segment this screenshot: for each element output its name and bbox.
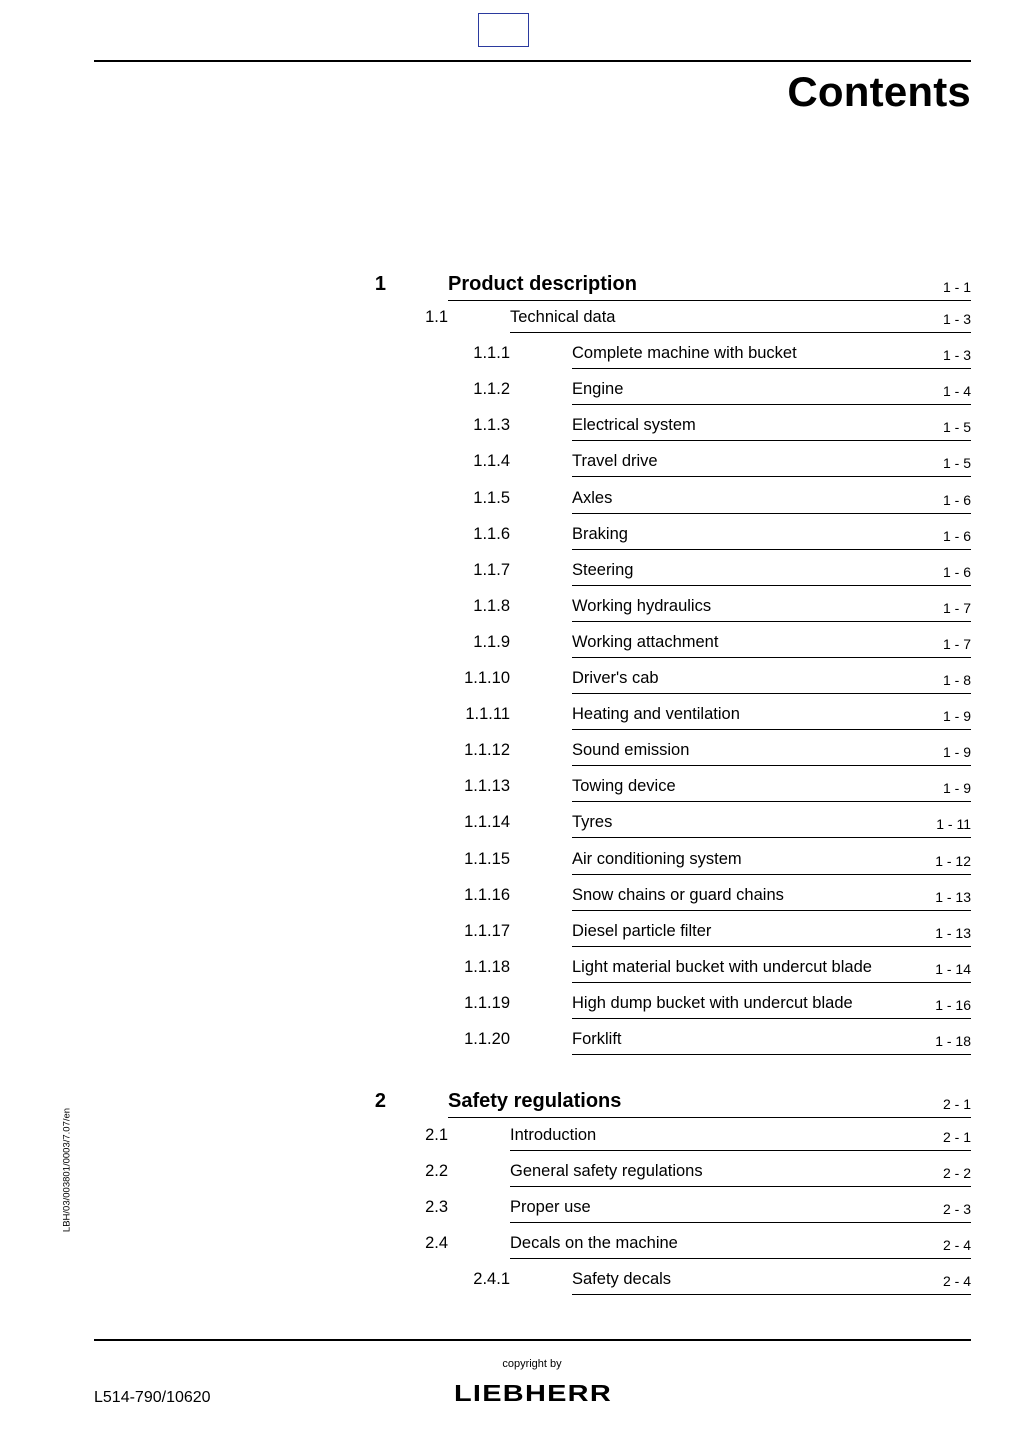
toc-title: Working attachment	[572, 632, 719, 651]
toc-entry[interactable]	[0, 989, 1024, 1019]
toc-page-number: 1 - 4	[942, 383, 971, 400]
document-code: L514-790/10620	[94, 1389, 211, 1406]
toc-entry-line	[572, 556, 971, 586]
toc-entry-line	[510, 1229, 971, 1259]
toc-entry-line	[572, 1025, 971, 1055]
toc-entry[interactable]	[0, 664, 1024, 694]
toc-page-number: 2 - 4	[942, 1237, 971, 1254]
toc-number: 1.1.4	[473, 452, 510, 471]
toc-entry[interactable]	[0, 556, 1024, 586]
toc-entry-line	[510, 303, 971, 333]
toc-entry-line	[510, 1121, 971, 1151]
toc-page-number: 1 - 5	[942, 419, 971, 436]
toc-entry-line	[572, 700, 971, 730]
toc-page-number: 1 - 6	[942, 491, 971, 508]
toc-entry[interactable]	[0, 592, 1024, 622]
page-marker-box	[478, 13, 529, 47]
document-reference: LBH/03/003801/0003/7.07/en	[61, 1107, 73, 1233]
toc-title: Tyres	[572, 813, 613, 832]
toc-entry-line	[572, 772, 971, 802]
toc-entry-line	[448, 267, 971, 301]
toc-title: Working hydraulics	[572, 596, 712, 615]
toc-number: 1.1.8	[473, 596, 510, 615]
toc-title: Driver's cab	[572, 669, 659, 687]
toc-entry-line	[572, 845, 971, 875]
toc-entry-line	[572, 375, 971, 405]
toc-title: Forklift	[572, 1030, 622, 1048]
toc-entry[interactable]	[0, 484, 1024, 514]
toc-entry-line	[448, 1084, 971, 1118]
toc-page-number: 1 - 16	[935, 996, 971, 1013]
toc-entry[interactable]	[0, 447, 1024, 477]
toc-entry-line	[572, 447, 971, 477]
toc-page-number: 2 - 1	[942, 1096, 971, 1112]
toc-entry-line	[572, 917, 971, 947]
toc-title: High dump bucket with undercut blade	[572, 993, 853, 1012]
toc-chapter[interactable]	[0, 1084, 1024, 1118]
toc-page-number: 1 - 9	[942, 708, 971, 725]
toc-number: 1.1.20	[464, 1030, 510, 1048]
toc-entry[interactable]	[0, 953, 1024, 983]
toc-entry[interactable]	[0, 411, 1024, 441]
toc-entry[interactable]	[0, 881, 1024, 911]
toc-number: 1.1.10	[464, 669, 510, 687]
toc-page-number: 2 - 4	[942, 1273, 971, 1290]
page-title: Contents	[787, 68, 971, 115]
toc-entry[interactable]	[0, 736, 1024, 766]
toc-page-number: 1 - 18	[935, 1033, 971, 1049]
toc-page-number: 1 - 6	[942, 563, 971, 580]
toc-number: 1.1.7	[473, 560, 510, 579]
toc-title: Safety decals	[572, 1270, 672, 1289]
toc-entry-line	[572, 484, 971, 514]
toc-page-number: 1 - 5	[942, 455, 971, 472]
toc-number: 1	[374, 273, 386, 295]
toc-entry[interactable]	[0, 1121, 1024, 1151]
toc-entry-line	[572, 953, 971, 983]
toc-entry[interactable]	[0, 375, 1024, 405]
toc-page-number: 1 - 12	[935, 852, 971, 869]
toc-page-number: 1 - 7	[942, 599, 971, 616]
toc-number: 1.1.19	[464, 993, 510, 1012]
toc-number: 1.1.18	[464, 957, 510, 976]
toc-page-number: 2 - 1	[942, 1129, 971, 1145]
toc-entry[interactable]	[0, 628, 1024, 658]
toc-number: 1.1.5	[473, 488, 510, 507]
toc-page-number: 1 - 11	[936, 816, 971, 833]
toc-title: Towing device	[572, 777, 676, 796]
toc-number: 1.1.1	[473, 344, 510, 363]
toc-title: Braking	[572, 524, 628, 543]
toc-number: 1.1	[425, 308, 448, 326]
toc-title: Decals on the machine	[510, 1234, 678, 1253]
toc-page-number: 1 - 3	[942, 311, 971, 327]
toc-title: Travel drive	[572, 452, 658, 471]
toc-title: Steering	[572, 560, 634, 579]
toc-number: 1.1.6	[473, 524, 510, 543]
toc-number: 1.1.2	[473, 380, 510, 399]
toc-title: Engine	[572, 380, 624, 399]
liebherr-logo	[453, 1381, 613, 1405]
toc-entry-line	[572, 592, 971, 622]
toc-number: 2	[374, 1090, 386, 1112]
toc-title: Introduction	[510, 1126, 597, 1144]
toc-entry-line	[572, 808, 971, 838]
footer-rule	[94, 1339, 971, 1341]
toc-entry-line	[572, 664, 971, 694]
toc-entry[interactable]	[0, 772, 1024, 802]
toc-title: Product description	[448, 273, 637, 295]
toc-entry[interactable]	[0, 808, 1024, 838]
toc-number: 2.4	[425, 1234, 448, 1253]
toc-title: Light material bucket with undercut blade	[572, 957, 872, 976]
toc-page-number: 1 - 13	[935, 888, 971, 905]
toc-entry[interactable]	[0, 700, 1024, 730]
toc-entry[interactable]	[0, 917, 1024, 947]
toc-page-number: 1 - 9	[942, 780, 971, 797]
toc-entry-line	[572, 736, 971, 766]
toc-number: 2.1	[425, 1126, 448, 1144]
toc-entry-line	[510, 1193, 971, 1223]
toc-page-number: 1 - 13	[935, 924, 971, 941]
copyright-text: copyright by	[502, 1358, 562, 1370]
toc-entry[interactable]	[0, 303, 1024, 333]
toc-entry[interactable]	[0, 339, 1024, 369]
toc-entry[interactable]	[0, 1157, 1024, 1187]
toc-number: 2.3	[425, 1198, 448, 1217]
toc-entry-line	[572, 628, 971, 658]
toc-number: 1.1.3	[473, 416, 510, 435]
toc-title: Electrical system	[572, 416, 696, 435]
toc-entry-line	[572, 411, 971, 441]
toc-page-number: 1 - 9	[942, 744, 971, 761]
toc-number: 1.1.12	[464, 741, 510, 760]
toc-title: Technical data	[510, 308, 616, 326]
toc-chapter[interactable]	[0, 267, 1024, 301]
toc-number: 1.1.17	[464, 921, 510, 940]
toc-entry[interactable]	[0, 845, 1024, 875]
toc-number: 1.1.15	[464, 849, 510, 868]
header-rule	[94, 60, 971, 62]
toc-entry-line	[572, 881, 971, 911]
toc-number: 1.1.9	[473, 632, 510, 651]
toc-title: Proper use	[510, 1198, 591, 1217]
brand-logo-text: LIEBHERR	[454, 1381, 612, 1405]
toc-title: Sound emission	[572, 741, 690, 760]
toc-title: Air conditioning system	[572, 849, 742, 868]
toc-page-number: 1 - 6	[942, 527, 971, 544]
toc-title: Axles	[572, 488, 613, 507]
toc-entry-line	[572, 989, 971, 1019]
toc-entry-line	[510, 1157, 971, 1187]
toc-page-number: 1 - 3	[942, 347, 971, 364]
toc-entry[interactable]	[0, 1265, 1024, 1295]
toc-page-number: 1 - 7	[942, 635, 971, 652]
toc-number: 1.1.16	[464, 885, 510, 904]
toc-number: 1.1.14	[464, 813, 510, 832]
toc-page-number: 1 - 1	[942, 279, 971, 295]
toc-page-number: 2 - 2	[942, 1165, 971, 1182]
toc-title: Heating and ventilation	[572, 705, 740, 724]
toc-number: 1.1.11	[465, 705, 510, 724]
toc-entry[interactable]	[0, 1025, 1024, 1055]
toc-title: Safety regulations	[448, 1090, 622, 1112]
toc-title: General safety regulations	[510, 1162, 703, 1181]
toc-entry-line	[572, 1265, 971, 1295]
toc-page-number: 2 - 3	[942, 1201, 971, 1218]
toc-number: 2.2	[425, 1162, 448, 1181]
toc-entry-line	[572, 339, 971, 369]
toc-page-number: 1 - 14	[935, 960, 971, 977]
toc-page-number: 1 - 8	[942, 672, 971, 688]
toc-number: 2.4.1	[473, 1270, 510, 1289]
toc-title: Snow chains or guard chains	[572, 885, 784, 904]
toc-entry[interactable]	[0, 520, 1024, 550]
toc-entry[interactable]	[0, 1229, 1024, 1259]
toc-number: 1.1.13	[464, 777, 510, 796]
toc-title: Complete machine with bucket	[572, 344, 797, 363]
toc-title: Diesel particle filter	[572, 921, 712, 940]
toc-entry[interactable]	[0, 1193, 1024, 1223]
toc-entry-line	[572, 520, 971, 550]
